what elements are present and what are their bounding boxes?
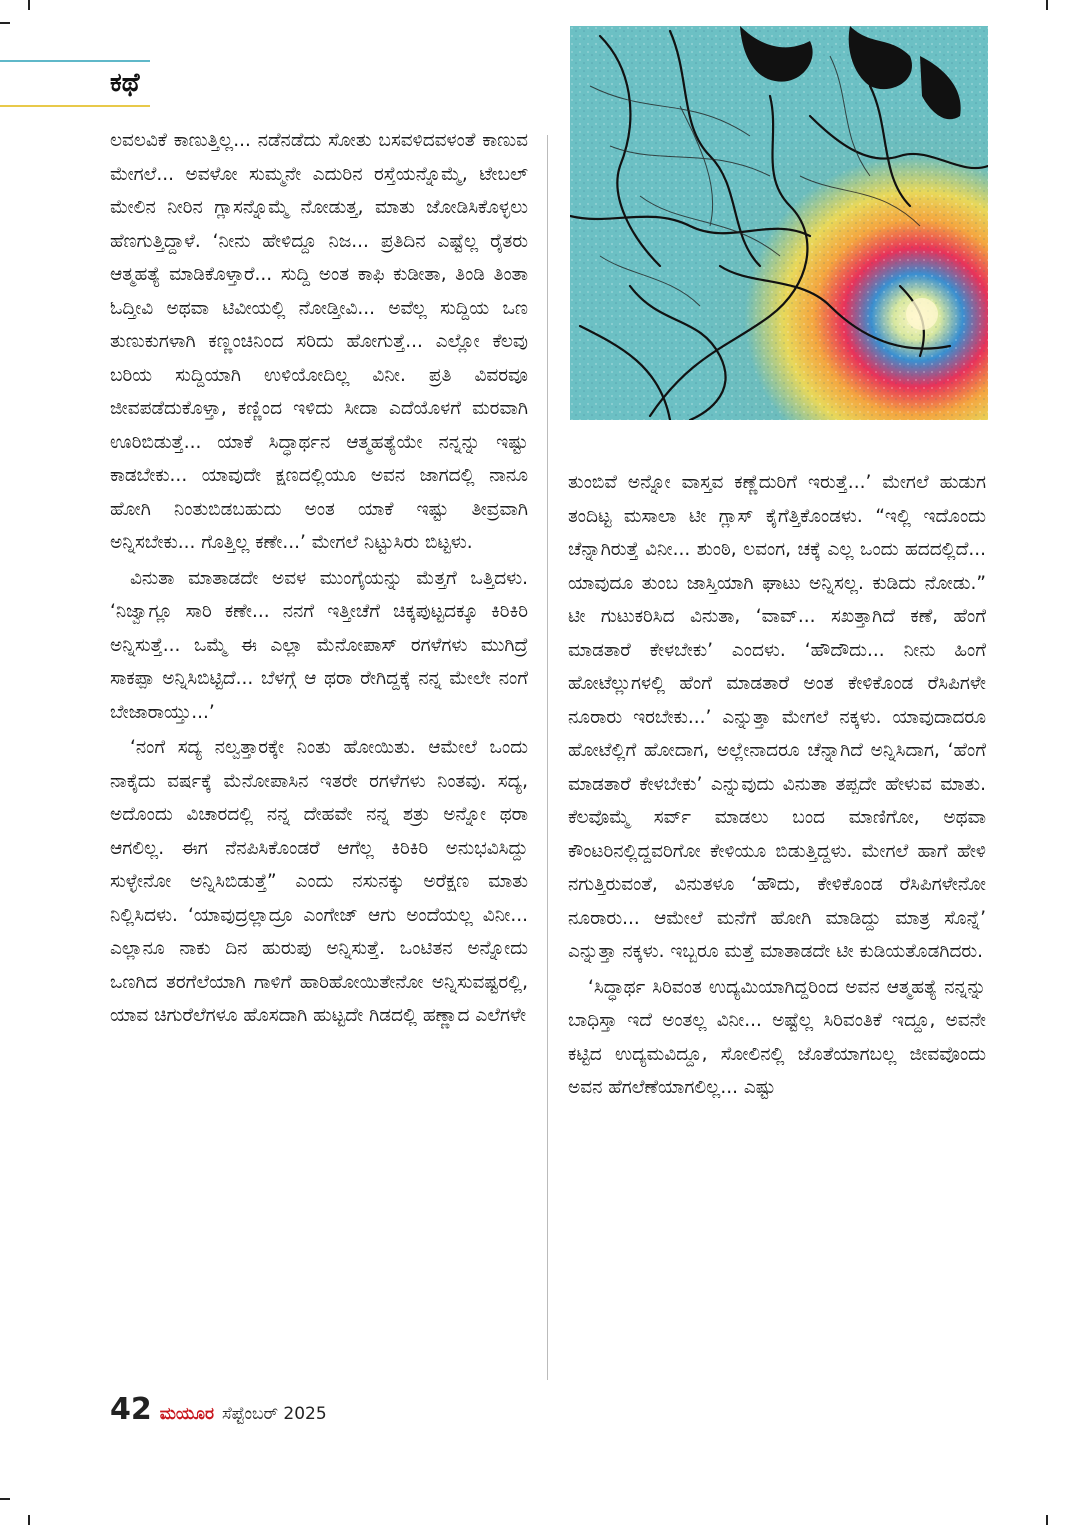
section-rule-top	[0, 60, 150, 62]
crop-mark	[0, 22, 10, 24]
section-rule-bottom	[0, 105, 150, 107]
paragraph: ಲವಲವಿಕೆ ಕಾಣುತ್ತಿಲ್ಲ... ನಡೆನಡೆದು ಸೋತು ಬಸವಳಿದವಳಂತೆ ಕಾಣುವ ಮೇಗಲೆ... ಅವಳೋ ಸುಮ್ಮನೇ ಎದುರಿನ ರಸ್ತೆಯನ್ನೊಮ್ಮೆ, ಟೇಬಲ್ ಮೇಲಿನ ನೀರಿನ ಗ್ಲಾಸನ್ನೊಮ್ಮೆ ನೋಡುತ್ತ, ಮಾತು ಜೋಡಿಸಿಕೊಳ್ಳಲು ಹೆಣಗುತ್ತಿದ್ದಾಳೆ. ‘ನೀನು ಹೇಳಿದ್ದೂ ನಿಜ... ಪ್ರತಿದಿನ ಎಷ್ಟೆಲ್ಲ ರೈತರು ಆತ್ಮಹತ್ಯೆ ಮಾಡಿಕೊಳ್ತಾರೆ... ಸುದ್ದಿ ಅಂತ ಕಾಫಿ ಕುಡೀತಾ, ತಿಂಡಿ ತಿಂತಾ ಓದ್ತೀವಿ ಅಥವಾ ಟಿವೀಯಲ್ಲಿ ನೋಡ್ತೀವಿ... ಅವೆಲ್ಲ ಸುದ್ದಿಯ ಒಣ ತುಣುಕುಗಳಾಗಿ ಕಣ್ಣಂಚಿನಿಂದ ಸರಿದು ಹೋಗುತ್ತೆ... ಎಲ್ಲೋ ಕೆಲವು ಬರಿಯ ಸುದ್ದಿಯಾಗಿ ಉಳಿಯೋದಿಲ್ಲ ವಿನೀ. ಪ್ರತಿ ವಿವರವೂ ಜೀವಪಡೆದುಕೊಳ್ತಾ, ಕಣ್ಣಿಂದ ಇಳಿದು ಸೀದಾ ಎದೆಯೊಳಗೆ ಮರವಾಗಿ ಊರಿಬಿಡುತ್ತೆ... ಯಾಕೆ ಸಿದ್ಧಾರ್ಥನ ಆತ್ಮಹತ್ಯೆಯೇ ನನ್ನನ್ನು ಇಷ್ಟು ಕಾಡಬೇಕು... ಯಾವುದೇ ಕ್ಷಣದಲ್ಲಿಯೂ ಅವನ ಜಾಗದಲ್ಲಿ ನಾನೂ ಹೋಗಿ ನಿಂತುಬಿಡಬಹುದು ಅಂತ ಯಾಕೆ ಇಷ್ಟು ತೀವ್ರವಾಗಿ ಅನ್ನಿಸಬೇಕು... ಗೊತ್ತಿಲ್ಲ ಕಣೇ...’ ಮೇಗಲೆ ನಿಟ್ಟುಸಿರು ಬಿಟ್ಟಳು.	[110, 130, 528, 553]
crop-mark	[0, 1498, 10, 1500]
magazine-name: ಮಯೂರ	[159, 1404, 214, 1424]
crop-mark	[1046, 1515, 1048, 1525]
section-label: ಕಥೆ	[110, 68, 140, 98]
page-number: 42	[110, 1392, 152, 1427]
left-column	[110, 124, 528, 1033]
right-column	[568, 466, 986, 1105]
crop-mark	[28, 1515, 30, 1525]
page-footer	[110, 1392, 327, 1428]
paragraph: ತುಂಬಿವೆ ಅನ್ನೋ ವಾಸ್ತವ ಕಣ್ಣೆದುರಿಗೆ ಇರುತ್ತೆ...’ ಮೇಗಲೆ ಹುಡುಗ ತಂದಿಟ್ಟ ಮಸಾಲಾ ಟೀ ಗ್ಲಾಸ್ ಕೈಗೆತ್ತಿಕೊಂಡಳು. “ಇಲ್ಲಿ ಇದೊಂದು ಚೆನ್ನಾಗಿರುತ್ತೆ ವಿನೀ... ಶುಂಠಿ, ಲವಂಗ, ಚಕ್ಕೆ ಎಲ್ಲ ಒಂದು ಹದದಲ್ಲಿದೆ... ಯಾವುದೂ ತುಂಬ ಜಾಸ್ತಿಯಾಗಿ ಘಾಟು ಅನ್ನಿಸಲ್ಲ. ಕುಡಿದು ನೋಡು.” ಟೀ ಗುಟುಕರಿಸಿದ ವಿನುತಾ, ‘ವಾವ್... ಸಖತ್ತಾಗಿದೆ ಕಣೆ, ಹೆಂಗೆ ಮಾಡತಾರೆ ಕೇಳಬೇಕು’ ಎಂದಳು. ‘ಹೌದೌದು... ನೀನು ಹಿಂಗೆ ಹೋಟೆಲ್ಲುಗಳಲ್ಲಿ ಹೆಂಗೆ ಮಾಡತಾರೆ ಅಂತ ಕೇಳಿಕೊಂಡ ರೆಸಿಪಿಗಳೇ ನೂರಾರು ಇರಬೇಕು...’ ಎನ್ನುತ್ತಾ ಮೇಗಲೆ ನಕ್ಕಳು. ಯಾವುದಾದರೂ ಹೋಟೆಲ್ಲಿಗೆ ಹೋದಾಗ, ಅಲ್ಲೇನಾದರೂ ಚೆನ್ನಾಗಿದೆ ಅನ್ನಿಸಿದಾಗ, ‘ಹೆಂಗೆ ಮಾಡತಾರೆ ಕೇಳಬೇಕು’ ಎನ್ನುವುದು ವಿನುತಾ ತಪ್ಪದೇ ಹೇಳುವ ಮಾತು. ಕೆಲವೊಮ್ಮೆ ಸರ್ವ್ ಮಾಡಲು ಬಂದ ಮಾಣಿಗೋ, ಅಥವಾ ಕೌಂಟರಿನಲ್ಲಿದ್ದವರಿಗೋ ಕೇಳಿಯೂ ಬಿಡುತ್ತಿದ್ದಳು. ಮೇಗಲೆ ಹಾಗೆ ಹೇಳಿ ನಗುತ್ತಿರುವಂತೆ, ವಿನುತಳೂ ‘ಹೌದು, ಕೇಳಿಕೊಂಡ ರೆಸಿಪಿಗಳೇನೋ ನೂರಾರು... ಆಮೇಲೆ ಮನೆಗೆ ಹೋಗಿ ಮಾಡಿದ್ದು ಮಾತ್ರ ಸೊನ್ನೆ’ ಎನ್ನುತ್ತಾ ನಕ್ಕಳು. ಇಬ್ಬರೂ ಮತ್ತೆ ಮಾತಾಡದೇ ಟೀ ಕುಡಿಯತೊಡಗಿದರು.	[568, 472, 986, 962]
paragraph: ‘ಸಿದ್ಧಾರ್ಥ ಸಿರಿವಂತ ಉದ್ಯಮಿಯಾಗಿದ್ದರಿಂದ ಅವನ ಆತ್ಮಹತ್ಯೆ ನನ್ನನ್ನು ಬಾಧಿಸ್ತಾ ಇದೆ ಅಂತಲ್ಲ ವಿನೀ... ಅಷ್ಟೆಲ್ಲ ಸಿರಿವಂತಿಕೆ ಇದ್ದೂ, ಅವನೇ ಕಟ್ಟಿದ ಉದ್ಯಮವಿದ್ದೂ, ಸೋಲಿನಲ್ಲಿ ಜೊತೆಯಾಗಬಲ್ಲ ಜೀವವೊಂದು ಅವನ ಹೆಗಲೆಣೆಯಾಗಲಿಲ್ಲ... ಎಷ್ಟು	[568, 976, 986, 1098]
issue-date: ಸೆಪ್ಟೆಂಬರ್ 2025	[221, 1404, 327, 1424]
crop-mark	[1046, 0, 1048, 10]
paragraph: ‘ನಂಗೆ ಸದ್ಯ ನಲ್ವತ್ತಾರಕ್ಕೇ ನಿಂತು ಹೋಯಿತು. ಆಮೇಲೆ ಒಂದು ನಾಕೈದು ವರ್ಷಕ್ಕೆ ಮೆನೋಪಾಸಿನ ಇತರೇ ರಗಳೆಗಳು ನಿಂತವು. ಸದ್ಯ, ಅದೊಂದು ವಿಚಾರದಲ್ಲಿ ನನ್ನ ದೇಹವೇ ನನ್ನ ಶತ್ರು ಅನ್ನೋ ಥರಾ ಆಗಲಿಲ್ಲ. ಈಗ ನೆನಪಿಸಿಕೊಂಡರೆ ಆಗೆಲ್ಲ ಕಿರಿಕಿರಿ ಅನುಭವಿಸಿದ್ದು ಸುಳ್ಳೇನೋ ಅನ್ನಿಸಿಬಿಡುತ್ತೆ” ಎಂದು ನಸುನಕ್ಕು ಅರೆಕ್ಷಣ ಮಾತು ನಿಲ್ಲಿಸಿದಳು. ‘ಯಾವುದ್ರಲ್ಲಾದ್ರೂ ಎಂಗೇಜ್ ಆಗು ಅಂದೆಯಲ್ಲ ವಿನೀ... ಎಲ್ಲಾನೂ ನಾಕು ದಿನ ಹುರುಪು ಅನ್ನಿಸುತ್ತೆ. ಒಂಟಿತನ ಅನ್ನೋದು ಒಣಗಿದ ತರಗೆಲೆಯಾಗಿ ಗಾಳಿಗೆ ಹಾರಿಹೋಯಿತೇನೋ ಅನ್ನಿಸುವಷ್ಟರಲ್ಲಿ, ಯಾವ ಚಿಗುರೆಲೆಗಳೂ ಹೊಸದಾಗಿ ಹುಟ್ಟದೇ ಗಿಡದಲ್ಲಿ ಹಣ್ಣಾದ ಎಲೆಗಳೇ	[110, 737, 528, 1026]
crop-mark	[28, 0, 30, 10]
abstract-figures-illustration	[570, 26, 988, 420]
column-divider	[547, 135, 548, 1380]
story-illustration	[570, 26, 988, 420]
paragraph: ವಿನುತಾ ಮಾತಾಡದೇ ಅವಳ ಮುಂಗೈಯನ್ನು ಮೆತ್ತಗೆ ಒತ್ತಿದಳು. ‘ನಿಜ್ವಾಗ್ಲೂ ಸಾರಿ ಕಣೇ... ನನಗೆ ಇತ್ತೀಚೆಗೆ ಚಿಕ್ಕಪುಟ್ಟದಕ್ಕೂ ಕಿರಿಕಿರಿ ಅನ್ನಿಸುತ್ತೆ... ಒಮ್ಮೆ ಈ ಎಲ್ಲಾ ಮೆನೋಪಾಸ್ ರಗಳೆಗಳು ಮುಗಿದ್ರೆ ಸಾಕಪ್ಪಾ ಅನ್ನಿಸಿಬಿಟ್ಟಿದೆ... ಬೆಳಗ್ಗೆ ಆ ಥರಾ ರೇಗಿದ್ದಕ್ಕೆ ನನ್ನ ಮೇಲೇ ನಂಗೆ ಬೇಜಾರಾಯ್ತು...’	[110, 567, 528, 723]
